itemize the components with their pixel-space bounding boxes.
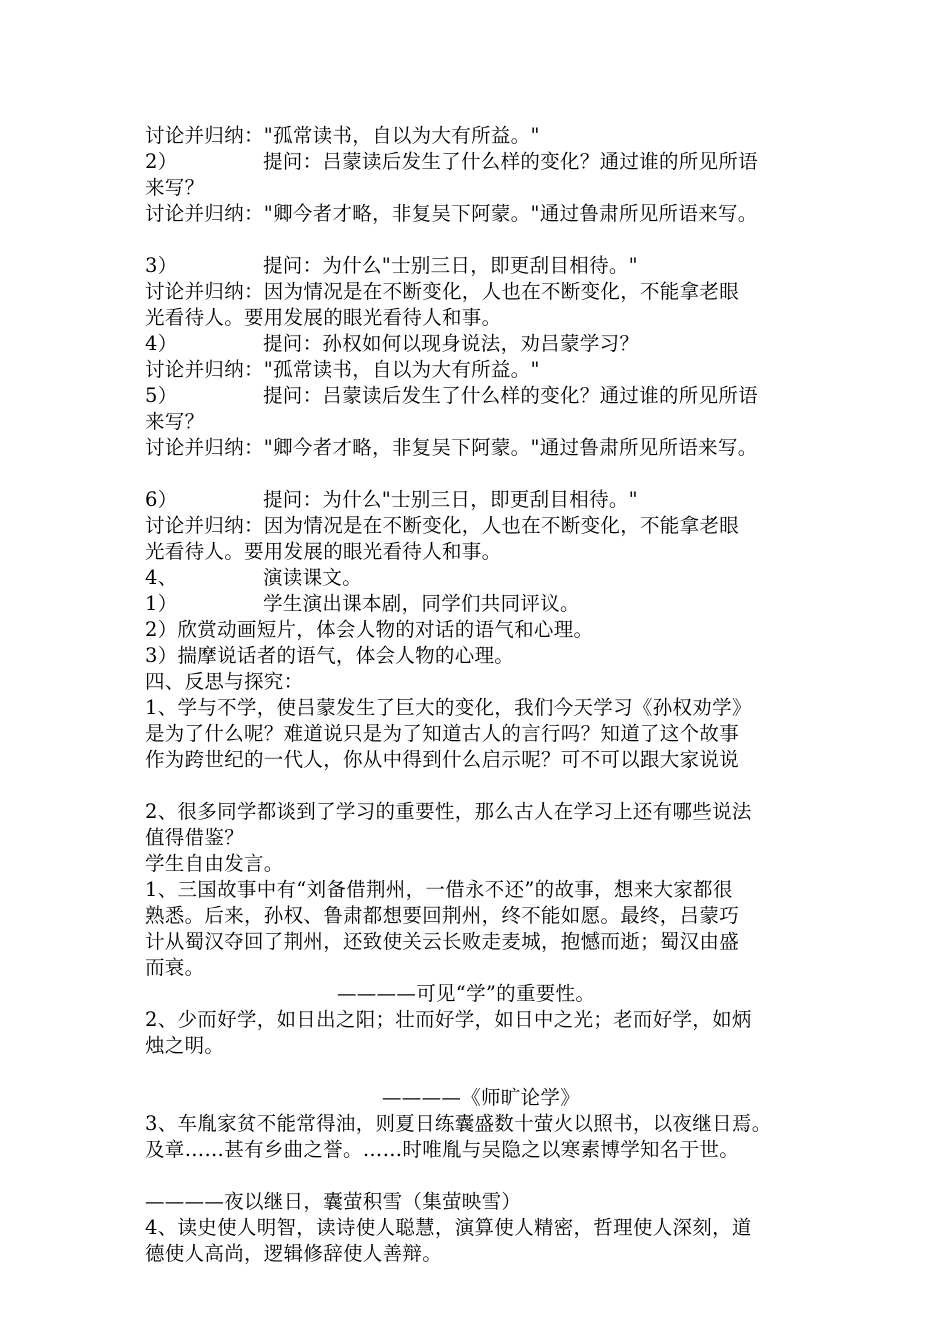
text-line: 2、很多同学都谈到了学习的重要性，那么古人在学习上还有哪些说法 — [145, 800, 752, 823]
item-text: 提问：为什么"士别三日，即更刮目相待。" — [263, 488, 638, 511]
text-line: 讨论并归纳：因为情况是在不断变化，人也在不断变化，不能拿老眼 — [145, 514, 740, 537]
quote-source: ————《师旷论学》 — [382, 1086, 580, 1109]
text-line: 讨论并归纳：因为情况是在不断变化，人也在不断变化，不能拿老眼 — [145, 280, 740, 303]
item-text: 演读课文。 — [263, 566, 363, 589]
text-line: 及章……甚有乡曲之誉。……时唯胤与吴隐之以寒素博学知名于世。 — [145, 1138, 739, 1161]
text-line: 讨论并归纳："卿今者才略，非复吴下阿蒙。"通过鲁肃所见所语来写。 — [145, 202, 758, 225]
text-line — [145, 331, 639, 357]
text-line: 学生自由发言。 — [145, 852, 284, 875]
quote-source: ————夜以继日，囊萤积雪（集萤映雪） — [145, 1190, 522, 1213]
text-line — [145, 149, 758, 175]
text-line: 计从蜀汉夺回了荆州，还致使关云长败走麦城，抱憾而逝；蜀汉由盛 — [145, 930, 740, 953]
section-heading: 四、反思与探究： — [145, 670, 304, 693]
text-line — [145, 253, 638, 279]
text-line: 熟悉。后来，孙权、鲁肃都想要回荆州，终不能如愿。最终，吕蒙巧 — [145, 904, 740, 927]
text-line: 作为跨世纪的一代人，你从中得到什么启示呢？可不可以跟大家说说 — [145, 748, 740, 771]
text-line — [145, 591, 580, 617]
text-line: 4、读史使人明智，读诗使人聪慧，演算使人精密，哲理使人深刻，道 — [145, 1216, 752, 1239]
text-line: 德使人高尚，逻辑修辞使人善辩。 — [145, 1242, 443, 1265]
text-line: 值得借鉴？ — [145, 826, 245, 849]
text-line: 1、学与不学，使吕蒙发生了巨大的变化，我们今天学习《孙权劝学》 — [145, 696, 752, 719]
text-line: 2、少而好学，如日出之阳；壮而好学，如日中之光；老而好学，如炳 — [145, 1008, 752, 1031]
item-text: 学生演出课本剧，同学们共同评议。 — [263, 592, 580, 615]
text-line: 来写？ — [145, 176, 205, 199]
text-line: 讨论并归纳："孤常读书，自以为大有所益。" — [145, 358, 540, 381]
text-line: 3）揣摩说话者的语气，体会人物的心理。 — [145, 644, 515, 667]
item-number: 6） — [145, 488, 178, 511]
quote-source: ————可见“学”的重要性。 — [337, 982, 596, 1005]
item-number: 4） — [145, 332, 178, 355]
text-line — [145, 487, 638, 513]
item-number: 1） — [145, 592, 178, 615]
text-line: 来写？ — [145, 410, 205, 433]
text-line: 烛之明。 — [145, 1034, 225, 1057]
text-line — [145, 383, 758, 409]
item-number: 5） — [145, 384, 178, 407]
text-line: 是为了什么呢？难道说只是为了知道古人的言行吗？知道了这个故事 — [145, 722, 740, 745]
text-line: 1、三国故事中有“刘备借荆州，一借永不还”的故事，想来大家都很 — [145, 878, 733, 901]
item-number: 4、 — [145, 566, 178, 589]
text-line: 2）欣赏动画短片，体会人物的对话的语气和心理。 — [145, 618, 594, 641]
text-line: 而衰。 — [145, 956, 205, 979]
text-line — [145, 565, 362, 591]
item-number: 3） — [145, 254, 178, 277]
item-number: 2） — [145, 150, 178, 173]
text-line: 讨论并归纳："孤常读书，自以为大有所益。" — [145, 124, 540, 147]
text-line: 光看待人。要用发展的眼光看待人和事。 — [145, 540, 502, 563]
item-text: 提问：吕蒙读后发生了什么样的变化？通过谁的所见所语 — [263, 150, 759, 173]
item-text: 提问：吕蒙读后发生了什么样的变化？通过谁的所见所语 — [263, 384, 759, 407]
text-line: 光看待人。要用发展的眼光看待人和事。 — [145, 306, 502, 329]
item-text: 提问：孙权如何以现身说法，劝吕蒙学习？ — [263, 332, 640, 355]
text-line: 3、车胤家贫不能常得油，则夏日练囊盛数十萤火以照书，以夜继日焉。 — [145, 1112, 772, 1135]
text-line: 讨论并归纳："卿今者才略，非复吴下阿蒙。"通过鲁肃所见所语来写。 — [145, 436, 758, 459]
item-text: 提问：为什么"士别三日，即更刮目相待。" — [263, 254, 638, 277]
